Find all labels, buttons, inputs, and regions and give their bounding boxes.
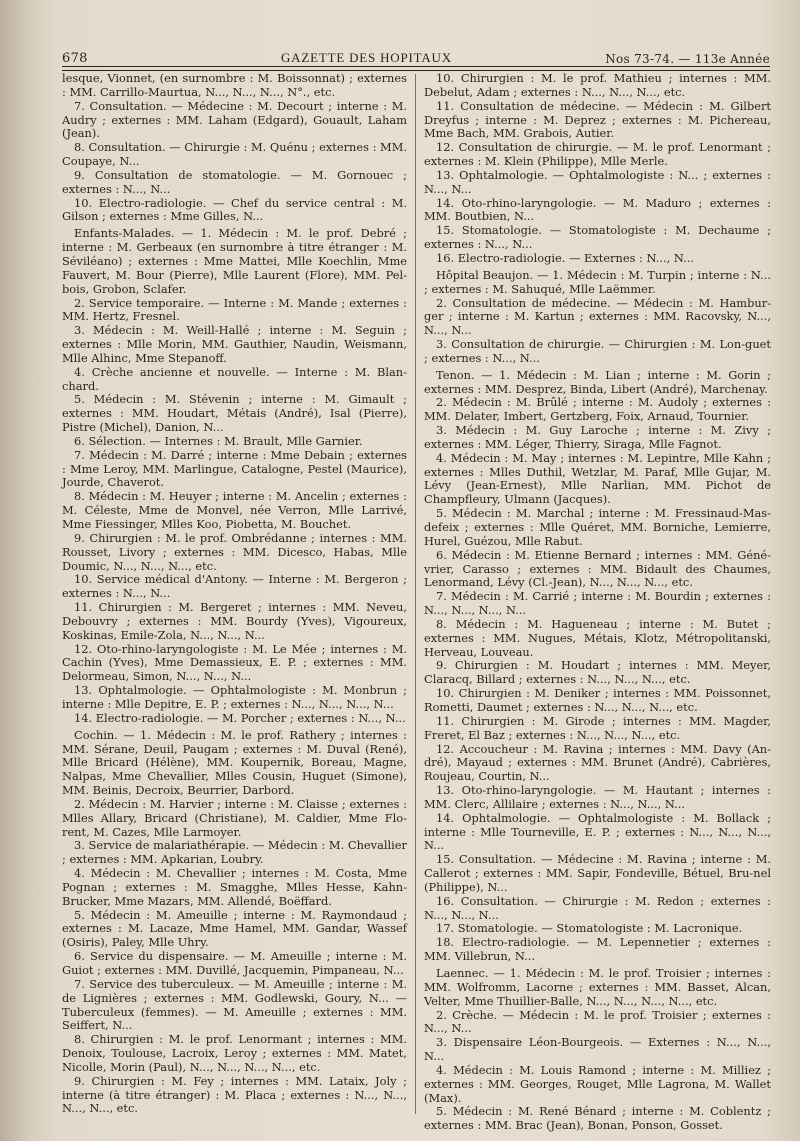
- paragraph: 2. Service temporaire. — Interne : M. Mande ; externes : MM. Hertz, Fresnel.: [62, 295, 407, 324]
- paragraph: 11. Chirurgien : M. Girode ; internes : MM. Magder, Freret, El Baz ; externes : N..., N..., N..., etc.: [424, 713, 771, 742]
- paragraph: 3. Médecin : M. Guy Laroche ; interne : M. Zivy ; externes : MM. Léger, Thierry, Siraga, Mlle Fagnot.: [424, 423, 771, 451]
- journal-title: GAZETTE DES HOPITAUX: [280, 50, 452, 65]
- right-column: [424, 72, 771, 1133]
- paragraph: 12. Consultation de chirurgie. — M. le prof. Lenormant ; externes : M. Klein (Philippe), Mlle Merle.: [424, 140, 771, 169]
- page-number: 678: [62, 51, 88, 66]
- paragraph: 14. Electro-radiologie. — M. Porcher ; externes : N..., N...: [74, 710, 406, 725]
- paragraph: 2. Crèche. — Médecin : M. le prof. Troisier ; externes : N..., N...: [424, 1007, 771, 1036]
- paragraph: 16. Electro-radiologie. — Externes : N..., N...: [436, 250, 694, 265]
- paragraph: 7. Médecin : M. Darré ; interne : Mme Debain ; externes : Mme Leroy, MM. Marlingue, Catalogne, Pestel (Maurice), Jourde, Chaverot.: [62, 447, 407, 490]
- left-column: [62, 72, 407, 1116]
- paragraph: 6. Sélection. — Internes : M. Brault, Mlle Garnier.: [74, 433, 363, 448]
- paragraph: 8. Chirurgien : M. le prof. Lenormant ; internes : MM. Denoix, Toulouse, Lacroix, Leroy ; externes : MM. Matet, Nicolle, Morin (Paul), N..., N..., N..., N..., etc.: [62, 1032, 407, 1074]
- paragraph: 3. Service de malariathérapie. — Médecin : M. Chevallier ; externes : MM. Apkarian, Loubry.: [62, 838, 407, 867]
- paragraph: Tenon. — 1. Médecin : M. Lian ; interne : M. Gorin ; externes : MM. Desprez, Binda, Libert (André), Marchenay.: [424, 367, 771, 396]
- paragraph: 15. Stomatologie. — Stomatologiste : M. Dechaume ; externes : N..., N...: [424, 223, 771, 252]
- paragraph: 10. Electro-radiologie. — Chef du service central : M. Gilson ; externes : Mme Gilles, N...: [62, 195, 407, 224]
- paragraph: 10. Service médical d'Antony. — Interne : M. Bergeron ; externes : N..., N...: [62, 572, 407, 601]
- paragraph: 4. Médecin : M. Louis Ramond ; interne : M. Milliez ; externes : MM. Georges, Rouget, Mlle Lagrona, M. Wallet (Max).: [424, 1062, 771, 1105]
- paragraph: 4. Médecin : M. May ; internes : M. Lepintre, Mlle Kahn ; externes : Mlles Duthil, Wetzlar, M. Paraf, Mlle Gujar, M. Lévy (Jean-Ernest), Mlle Narlian, MM. Pichot de Champfleury, Ulmann (Jacques).: [424, 450, 771, 507]
- paragraph: 9. Chirurgien : M. Fey ; internes : MM. Lataix, Joly ; interne (à titre étranger) : M. Placa ; externes : N..., N..., N..., N..., etc.: [62, 1073, 407, 1116]
- paragraph: 12. Accoucheur : M. Ravina ; internes : MM. Davy (An-dré), Mayaud ; externes : MM. Brunet (André), Cabrières, Roujeau, Courtin, N...: [424, 741, 771, 784]
- paragraph: 8. Médecin : M. Heuyer ; interne : M. Ancelin ; externes : M. Céleste, Mme de Monvel, née Verron, Mlle Larrivé, Mme Fiessinger, Mlles Koo, Piobetta, M. Bouchet.: [62, 489, 407, 531]
- paragraph: 3. Consultation de chirurgie. — Chirurgien : M. Lon-guet ; externes : N..., N...: [424, 337, 771, 365]
- paragraph: 9. Chirurgien : M. le prof. Ombrédanne ; internes : MM. Rousset, Livory ; externes : MM. Dicesco, Habas, Mlle Doumic, N..., N..., N..., etc.: [62, 530, 407, 573]
- paragraph: 8. Consultation. — Chirurgie : M. Quénu ; externes : MM. Coupaye, N...: [62, 140, 407, 169]
- paragraph: 13. Oto-rhino-laryngologie. — M. Hautant ; internes : MM. Clerc, Allilaire ; externes : N..., N..., N...: [424, 783, 771, 811]
- paragraph: 6. Médecin : M. Etienne Bernard ; internes : MM. Géné-vrier, Carasso ; externes : MM. Bidault des Chaumes, Lenormand, Lévy (Cl.-Jean), N..., N..., N..., etc.: [424, 547, 771, 590]
- paragraph: 9. Consultation de stomatologie. — M. Gornouec ; externes : N..., N...: [62, 167, 407, 196]
- paragraph: 4. Médecin : M. Chevallier ; internes : M. Costa, Mme Pognan ; externes : M. Smagghe, Mlles Hesse, Kahn-Brucker, Mme Mazars, MM. Allendé, Boëffard.: [62, 866, 407, 908]
- paragraph: 3. Dispensaire Léon-Bourgeois. — Externes : N..., N..., N...: [424, 1035, 771, 1064]
- paragraph: 12. Oto-rhino-laryngologiste : M. Le Mée ; internes : M. Cachin (Yves), Mme Demassieux, E. P. ; externes : MM. Delormeau, Simon, N..., N..., N...: [62, 641, 407, 684]
- paragraph: 6. Service du dispensaire. — M. Ameuille ; interne : M. Guiot ; externes : MM. Duvillé, Jacquemin, Pimpaneau, N...: [62, 949, 407, 977]
- paragraph: 2. Médecin : M. Brûlé ; interne : M. Audoly ; externes : MM. Delater, Imbert, Gertzberg, Foix, Arnaud, Tournier.: [424, 395, 771, 424]
- paragraph: Enfants-Malades. — 1. Médecin : M. le prof. Debré ; interne : M. Gerbeaux (en surnombre à titre étranger : M. Séviléano) ; externes : Mme Mattei, Mlle Koechlin, Mme Fauvert, M. Bour (Pierre), Mlle Laurent (Flore), MM. Pel-bois, Grobon, Sclafer.: [62, 226, 407, 296]
- paragraph: 3. Médecin : M. Weill-Hallé ; interne : M. Seguin ; externes : Mlle Morin, MM. Gauthier, Naudin, Weismann, Mlle Alhinc, Mme Stepanoff.: [62, 323, 407, 365]
- paragraph: 7. Service des tuberculeux. — M. Ameuille ; interne : M. de Lignières ; externes : MM. Godlewski, Goury, N... — Tuberculeux (femmes). — M. Ameuille ; externes : MM. Seiffert, N...: [62, 976, 407, 1033]
- issue-info: Nos 73-74. — 113e Année: [605, 52, 770, 66]
- paragraph: 2. Consultation de médecine. — Médecin : M. Hambur-ger ; interne : M. Kartun ; externes : MM. Racovsky, N..., N..., N...: [424, 295, 771, 338]
- paragraph: Laennec. — 1. Médecin : M. le prof. Troisier ; internes : MM. Wolfromm, Lacorne ; externes : MM. Basset, Alcan, Velter, Mme Thuillier-Balle, N..., N..., N..., N..., etc.: [424, 966, 771, 1008]
- paragraph: 7. Consultation. — Médecine : M. Decourt ; interne : M. Audry ; externes : MM. Laham (Edgard), Gouault, Laham (Jean).: [62, 98, 407, 141]
- paragraph: 11. Consultation de médecine. — Médecin : M. Gilbert Dreyfus ; interne : M. Deprez ; externes : M. Pichereau, Mme Bach, MM. Grabois, Autier.: [424, 98, 771, 141]
- paragraph: 15. Consultation. — Médecine : M. Ravina ; interne : M. Callerot ; externes : MM. Sapir, Fondeville, Bétuel, Bru-nel (Philippe), N...: [424, 852, 771, 894]
- paragraph: 5. Médecin : M. Stévenin ; interne : M. Gimault ; externes : MM. Houdart, Métais (André), Isal (Pierre), Pistre (Michel), Danion, N...: [62, 392, 407, 435]
- paragraph: 5. Médecin : M. Ameuille ; interne : M. Raymondaud ; externes : M. Lacaze, Mme Hamel, MM. Gandar, Wassef (Osiris), Paley, Mlle Uhry.: [62, 907, 407, 950]
- paragraph: 13. Ophtalmologie. — Ophtalmologiste : M. Monbrun ; interne : Mlle Depitre, E. P. ; externes : N..., N..., N..., N...: [62, 683, 407, 711]
- paragraph: 2. Médecin : M. Harvier ; interne : M. Claisse ; externes : Mlles Allary, Bricard (Christiane), M. Caldier, Mme Flo-rent, M. Cazes, Mlle Larmoyer.: [62, 796, 407, 839]
- paragraph: 4. Crèche ancienne et nouvelle. — Interne : M. Blan-chard.: [62, 364, 407, 393]
- paragraph: 8. Médecin : M. Hagueneau ; interne : M. Butet ; externes : MM. Nugues, Métais, Klotz, Métropolitanski, Herveau, Louveau.: [424, 616, 771, 659]
- paragraph: 5. Médecin : M. Marchal ; interne : M. Fressinaud-Mas-defeix ; externes : Mlle Quéret, MM. Borniche, Lemierre, Hurel, Guézou, Mlle Rabut.: [424, 506, 771, 548]
- running-header: [62, 40, 770, 66]
- paragraph: Hôpital Beaujon. — 1. Médecin : M. Turpin ; interne : N... ; externes : M. Sahuqué, Mlle Laëmmer.: [424, 267, 771, 296]
- paragraph: 11. Chirurgien : M. Bergeret ; internes : MM. Neveu, Debouvry ; externes : MM. Bourdy (Yves), Vigoureux, Koskinas, Emile-Zola, N..., N..., N...: [62, 600, 407, 642]
- paragraph: 18. Electro-radiologie. — M. Lepennetier ; externes : MM. Villebrun, N...: [424, 935, 771, 964]
- paragraph: 10. Chirurgien : M. le prof. Mathieu ; internes : MM. Debelut, Adam ; externes : N..., N..., N..., etc.: [424, 71, 771, 99]
- paragraph: Cochin. — 1. Médecin : M. le prof. Rathery ; internes : MM. Sérane, Deuil, Paugam ; externes : M. Duval (René), Mlle Bricard (Hélène), MM. Koupernik, Boreau, Magne, Nalpas, Mme Chevallier, Mlles Cousin, Huguet (Simone), MM. Beinis, Decroix, Beurrier, Darbord.: [62, 727, 407, 798]
- column-divider: [415, 74, 416, 1114]
- paragraph: 5. Médecin : M. René Bénard ; interne : M. Coblentz ; externes : MM. Brac (Jean), Bonan, Ponson, Gosset.: [424, 1104, 771, 1133]
- paragraph: 16. Consultation. — Chirurgie : M. Redon ; externes : N..., N..., N...: [424, 893, 771, 922]
- paragraph: lesque, Vionnet, (en surnombre : M. Boissonnat) ; externes : MM. Carrillo-Maurtua, N..., N..., N..., N°., etc.: [62, 71, 407, 99]
- paragraph: 17. Stomatologie. — Stomatologiste : M. Lacronique.: [436, 921, 743, 936]
- paragraph: 9. Chirurgien : M. Houdart ; internes : MM. Meyer, Claracq, Billard ; externes : N..., N..., N..., etc.: [424, 658, 771, 687]
- paragraph: 13. Ophtalmologie. — Ophtalmologiste : N... ; externes : N..., N...: [424, 167, 771, 196]
- paragraph: 7. Médecin : M. Carrié ; interne : M. Bourdin ; externes : N..., N..., N..., N...: [424, 589, 771, 618]
- paragraph: 14. Oto-rhino-laryngologie. — M. Maduro ; externes : MM. Boutbien, N...: [424, 195, 771, 224]
- paragraph: 14. Ophtalmologie. — Ophtalmologiste : M. Bollack ; interne : Mlle Tourneville, E. P. ; externes : N..., N..., N..., N...: [424, 810, 771, 853]
- paragraph: 10. Chirurgien : M. Deniker ; internes : MM. Poissonnet, Rometti, Daumet ; externes : N..., N..., N..., etc.: [424, 686, 771, 714]
